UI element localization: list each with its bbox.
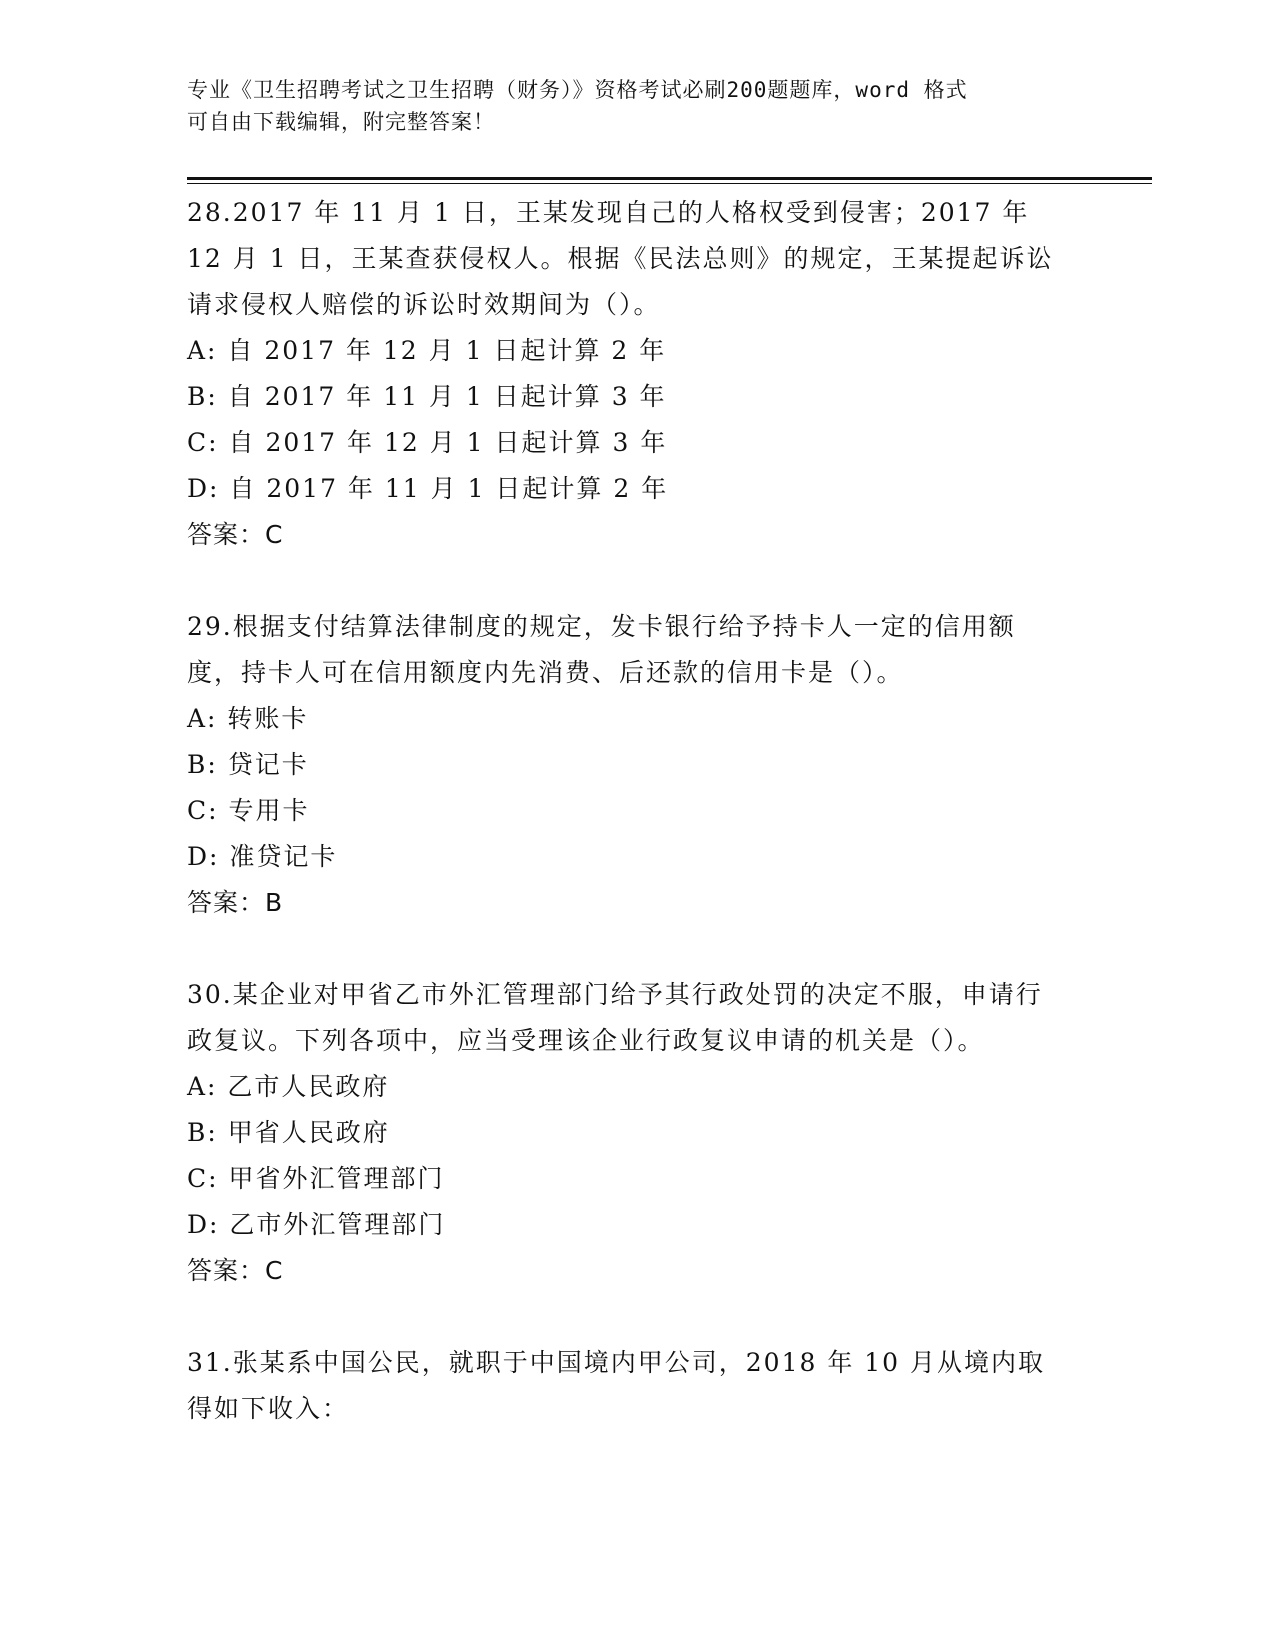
question-stem: 31.张某系中国公民，就职于中国境内甲公司，2018 年 10 月从境内取得如下收入： [187,1348,1046,1423]
question-stem: 30.某企业对甲省乙市外汇管理部门给予其行政处罚的决定不服，申请行政复议。下列各项中，应当受理该企业行政复议申请的机关是（）。 [187,980,1043,1055]
question-stem: 28.2017 年 11 月 1 日，王某发现自己的人格权受到侵害；2017 年 12 月 1 日，王某查获侵权人。根据《民法总则》的规定，王某提起诉讼请求侵权人赔偿的诉讼时效期间为（）。 [187,198,1054,319]
question-spacer [187,558,1067,604]
option-a: A: 乙市人民政府 [187,1072,390,1101]
option-a: A: 自 2017 年 12 月 1 日起计算 2 年 [187,336,667,365]
option-c: C: 自 2017 年 12 月 1 日起计算 3 年 [187,428,668,457]
answer-key: 答案：B [187,888,284,917]
option-b: B: 贷记卡 [187,750,309,779]
header-divider-thin [187,183,1152,184]
question-29 [187,604,1067,926]
option-c: C: 专用卡 [187,796,310,825]
question-stem: 29.根据支付结算法律制度的规定，发卡银行给予持卡人一定的信用额度，持卡人可在信用额度内先消费、后还款的信用卡是（）。 [187,612,1016,687]
header-divider-thick [187,177,1152,180]
answer-key: 答案：C [187,520,284,549]
option-d: D: 乙市外汇管理部门 [187,1210,446,1239]
option-b: B: 自 2017 年 11 月 1 日起计算 3 年 [187,382,667,411]
header-line-1: 专业《卫生招聘考试之卫生招聘（财务）》资格考试必刷200题题库，word 格式 [187,78,968,102]
question-spacer [187,926,1067,972]
header-line-2: 可自由下载编辑，附完整答案！ [187,110,495,134]
option-a: A: 转账卡 [187,704,309,733]
option-d: D: 准贷记卡 [187,842,338,871]
document-header [187,74,1067,138]
question-30 [187,972,1067,1294]
option-b: B: 甲省人民政府 [187,1118,390,1147]
question-spacer [187,1294,1067,1340]
option-c: C: 甲省外汇管理部门 [187,1164,445,1193]
question-list [187,190,1067,1432]
question-31 [187,1340,1067,1432]
answer-key: 答案：C [187,1256,284,1285]
option-d: D: 自 2017 年 11 月 1 日起计算 2 年 [187,474,669,503]
question-28 [187,190,1067,558]
